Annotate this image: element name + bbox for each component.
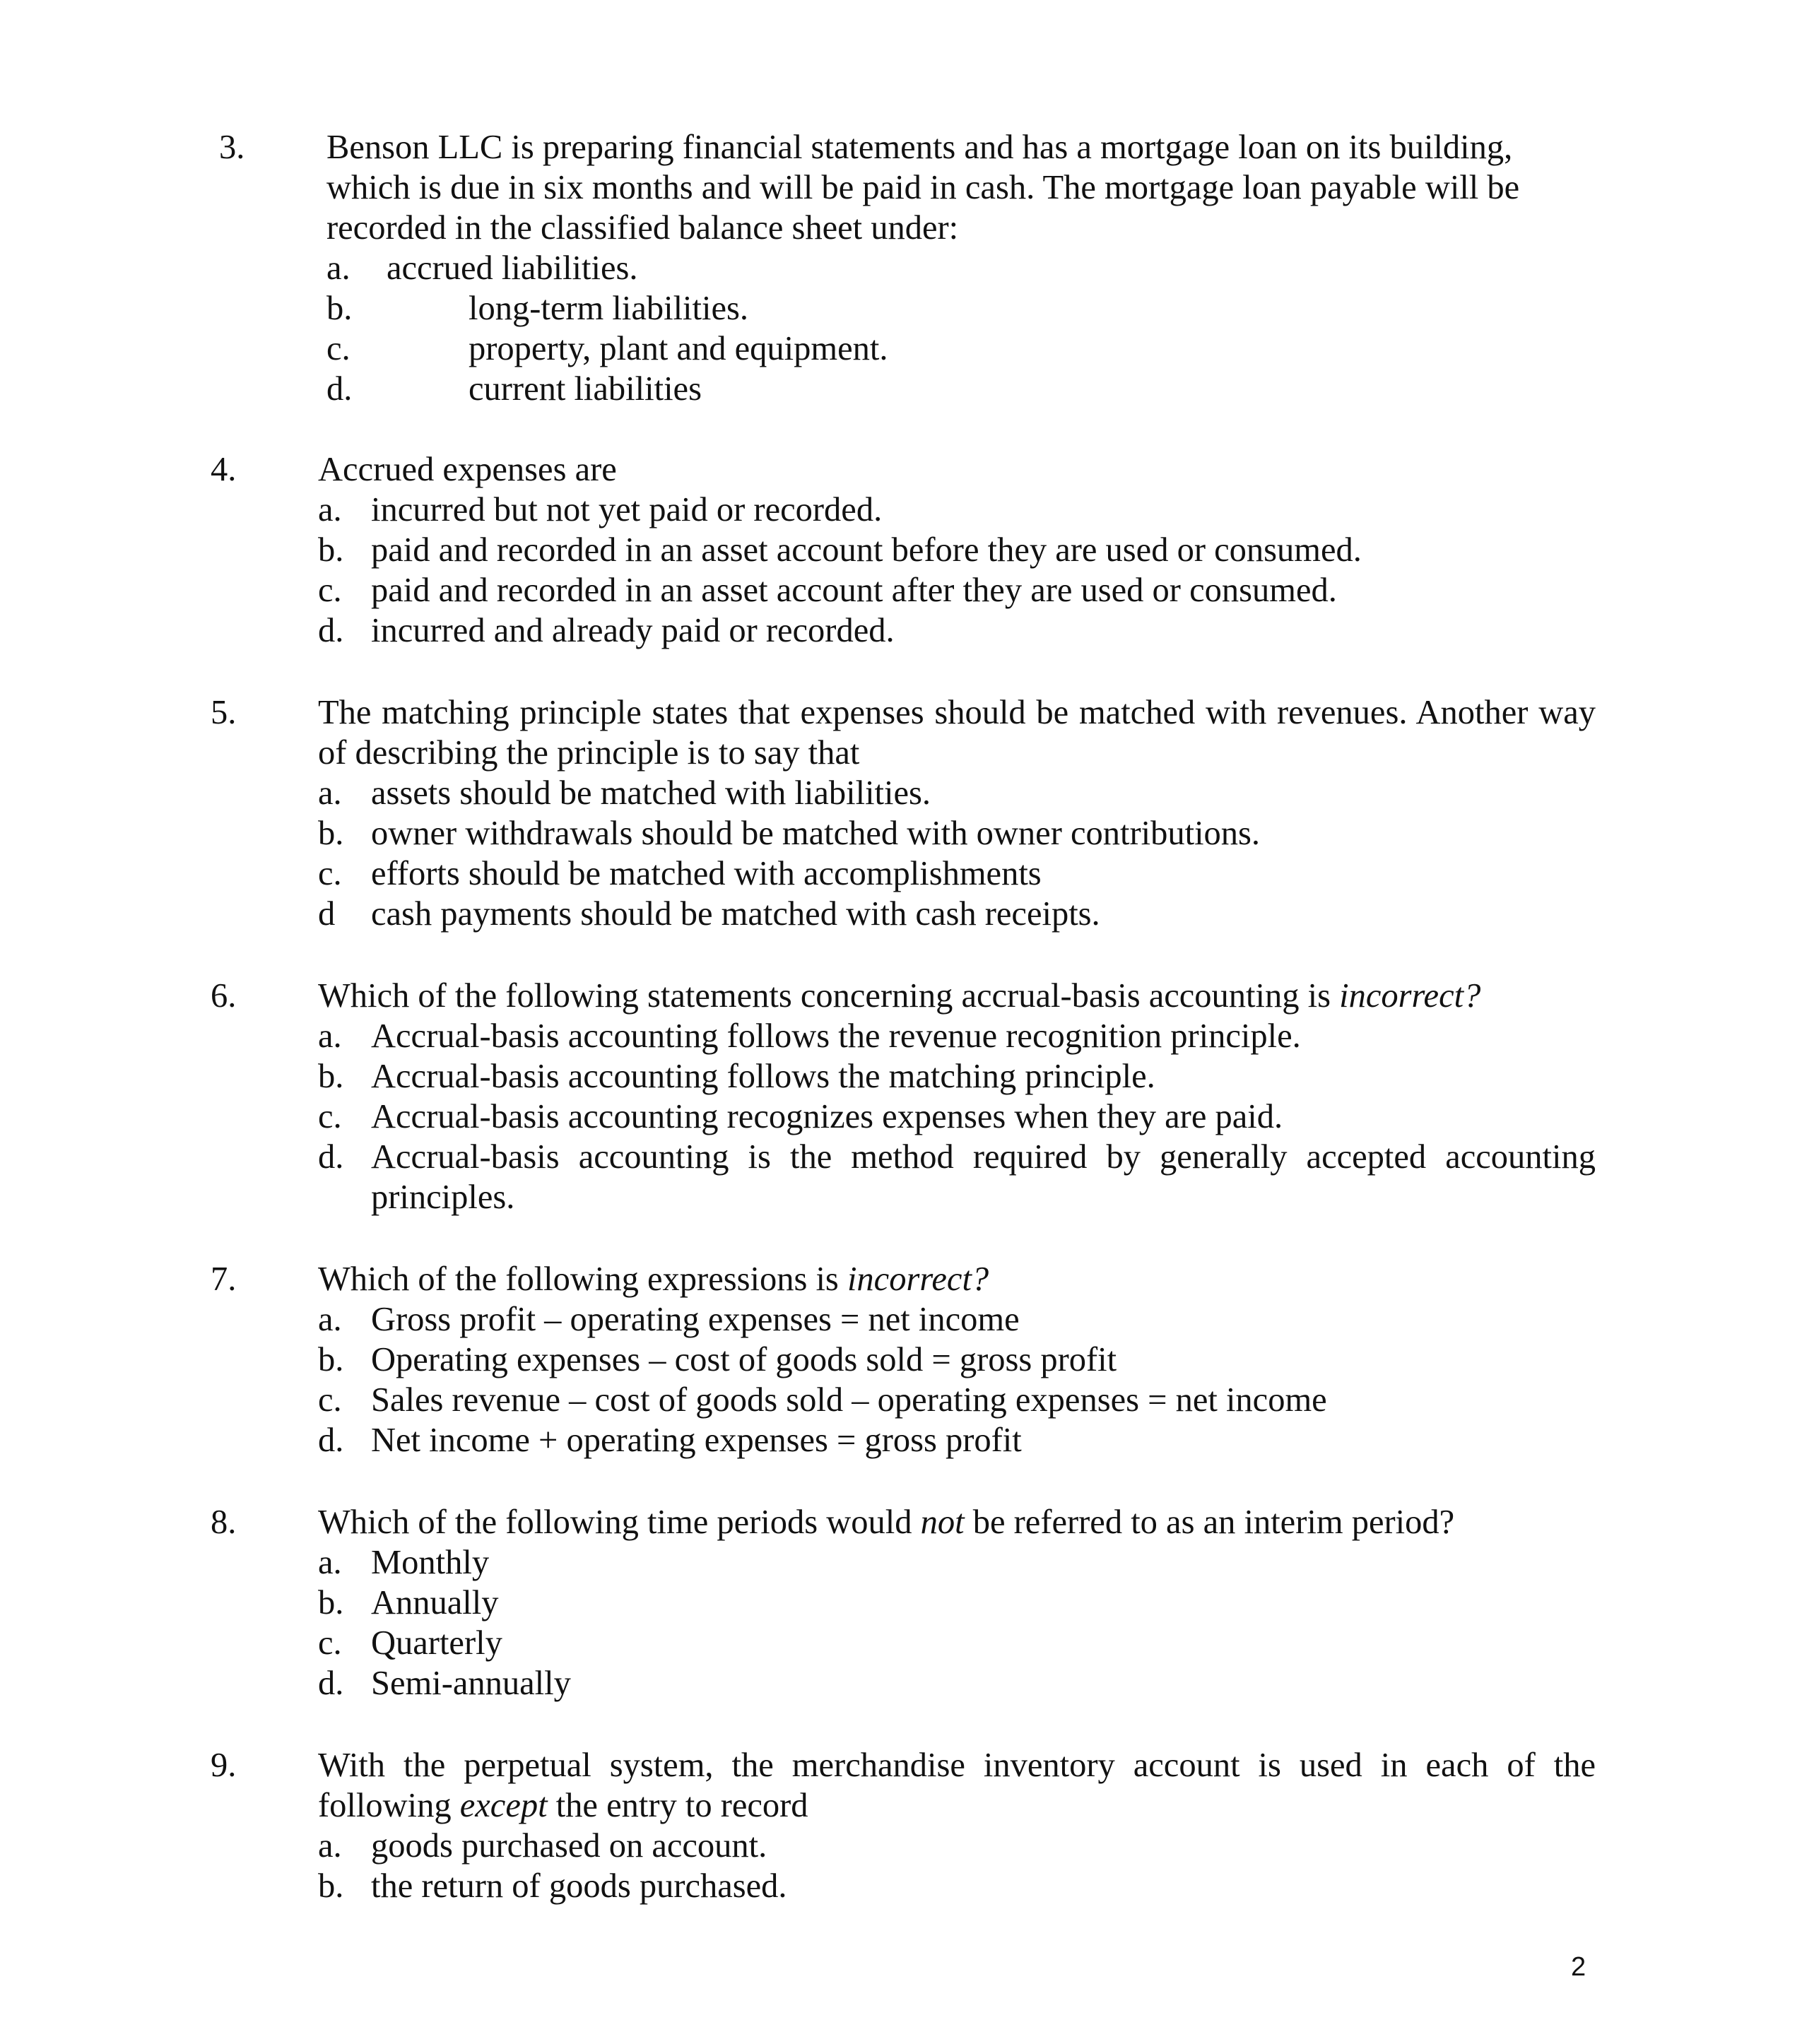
option-a [318,1016,1596,1056]
option-text: goods purchased on account. [371,1827,767,1865]
option-c [318,1097,1596,1137]
question-text-emphasis: incorrect? [847,1260,989,1298]
option-b [318,1583,1596,1623]
option-letter: b. [318,1867,344,1905]
option-text: incurred but not yet paid or recorded. [371,491,883,528]
question-text-emphasis: incorrect? [1339,977,1481,1015]
option-letter: d. [326,370,353,408]
option-c [318,570,1596,610]
option-text: Accrual-basis accounting recognizes expenses when they are paid. [371,1098,1283,1135]
option-text: efforts should be matched with accomplishments [371,855,1042,892]
option-letter: c. [318,855,342,892]
question-text-main: Which of the following time periods would [318,1504,921,1541]
option-b [318,1340,1596,1380]
question-text: The matching principle states that expenses should be matched with revenues. Another way of describing the principle is to say that [318,694,1596,772]
option-letter: b. [318,815,344,852]
option-letter: d. [318,1422,344,1459]
option-text: Monthly [371,1544,490,1581]
question-text-emphasis: not [920,1504,965,1541]
option-text: current liabilities [469,370,702,408]
option-b [326,288,1604,329]
question-number: 7. [211,1260,237,1298]
option-text: accrued liabilities. [387,249,638,287]
option-c [318,1380,1596,1420]
option-letter: b. [318,1058,344,1095]
option-letter: a. [318,774,342,812]
question-number: 8. [211,1504,237,1541]
question-number: 3. [219,129,245,166]
option-letter: d. [318,1138,344,1176]
option-a [318,1826,1596,1866]
option-text: cash payments should be matched with cash receipts. [371,895,1100,933]
option-letter: a. [318,491,342,528]
option-d [318,894,1596,934]
option-text: incurred and already paid or recorded. [371,612,895,649]
option-letter: d. [318,612,344,649]
option-text: Net income + operating expenses = gross profit [371,1422,1022,1459]
question-text-emphasis: except [459,1787,548,1824]
option-text: paid and recorded in an asset account after they are used or consumed. [371,572,1337,609]
option-text: Accrual-basis accounting is the method required by generally accepted accounting principles. [371,1138,1596,1216]
option-text: owner withdrawals should be matched with owner contributions. [371,815,1261,852]
option-letter: c. [318,1381,342,1419]
option-a [318,1542,1596,1583]
option-c [326,329,1604,369]
option-a [326,248,1604,288]
question-text: Accrued expenses are [318,451,617,488]
question-text [318,976,1596,1016]
question-text [318,1259,1596,1299]
option-letter: c. [318,572,342,609]
option-letter: a. [318,1301,342,1338]
question-text-main: Which of the following expressions is [318,1260,847,1298]
option-letter: a. [318,1827,342,1865]
option-text: Quarterly [371,1624,502,1662]
question-text-line-2 [318,1785,1596,1826]
question-text-end: be referred to as an interim period? [964,1504,1455,1541]
question-text-main: following [318,1787,460,1824]
option-letter: a. [318,1017,342,1055]
option-letter: b. [326,290,353,327]
option-text: Annually [371,1584,499,1621]
option-d [318,1663,1596,1703]
question-number: 5. [211,694,237,731]
question-number: 6. [211,977,237,1015]
option-c [318,1623,1596,1663]
question-text-main: Which of the following statements concerning accrual-basis accounting is [318,977,1340,1015]
page-number: 2 [1571,1952,1586,1982]
question-number: 4. [211,451,237,488]
option-text: Accrual-basis accounting follows the matching principle. [371,1058,1155,1095]
option-letter: d [318,895,336,933]
option-text: property, plant and equipment. [469,330,888,367]
option-letter: c. [318,1098,342,1135]
question-number: 9. [211,1747,237,1784]
option-a [318,1299,1596,1340]
option-c [318,853,1596,894]
option-text: Accrual-basis accounting follows the revenue recognition principle. [371,1017,1301,1055]
option-d [318,610,1596,651]
option-letter: d. [318,1665,344,1702]
option-letter: c. [318,1624,342,1662]
option-letter: b. [318,1341,344,1378]
option-a [318,490,1596,530]
option-text: Gross profit – operating expenses = net income [371,1301,1020,1338]
option-letter: c. [326,330,351,367]
option-letter: b. [318,531,344,569]
option-a [318,773,1596,813]
option-b [318,1866,1596,1906]
option-b [318,530,1596,570]
option-d [326,369,1604,409]
option-text: Semi-annually [371,1665,571,1702]
question-text: Benson LLC is preparing financial statements and has a mortgage loan on its building, which is due in six months and will be paid in cash. The mortgage loan payable will be recorded in the classified balance sheet under: [326,129,1520,247]
option-text: Sales revenue – cost of goods sold – operating expenses = net income [371,1381,1327,1419]
option-text: assets should be matched with liabilities. [371,774,931,812]
option-text: Operating expenses – cost of goods sold = gross profit [371,1341,1117,1378]
option-text: long-term liabilities. [469,290,749,327]
question-text [318,1502,1596,1542]
option-text: the return of goods purchased. [371,1867,787,1905]
question-text-end: the entry to record [547,1787,808,1824]
option-text: paid and recorded in an asset account before they are used or consumed. [371,531,1362,569]
question-text-line-1: With the perpetual system, the merchandise inventory account is used in each of the [318,1747,1596,1784]
option-b [318,1056,1596,1097]
option-letter: a. [318,1544,342,1581]
option-letter: b. [318,1584,344,1621]
option-d [318,1137,1596,1217]
option-letter: a. [326,249,351,287]
option-d [318,1420,1596,1460]
option-b [318,813,1596,853]
